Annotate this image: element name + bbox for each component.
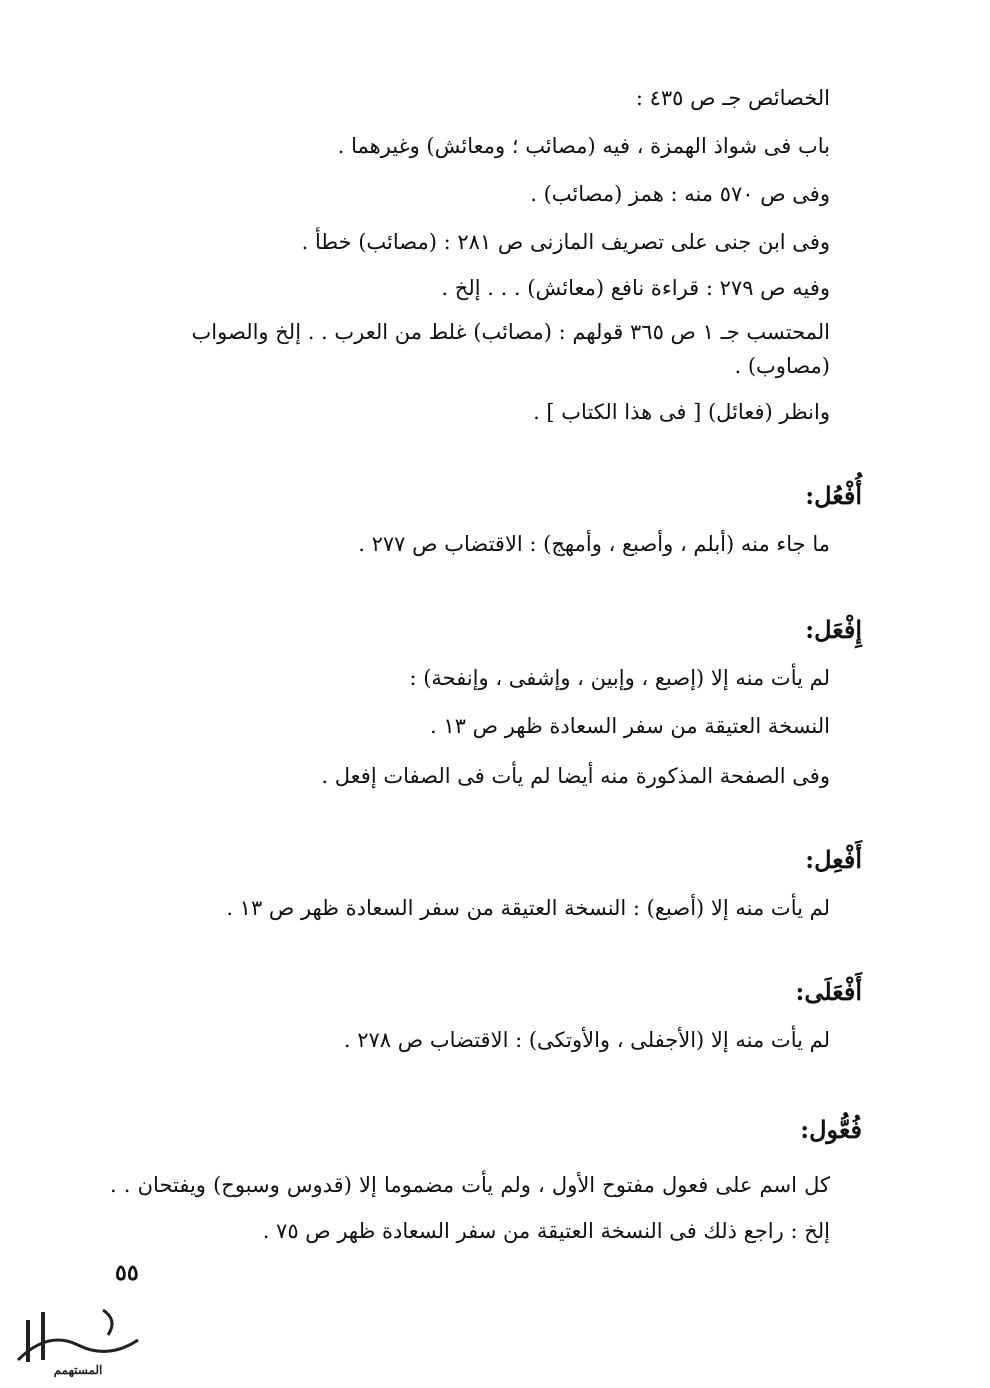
text-line: النسخة العتيقة من سفر السعادة ظهر ص ١٣ . xyxy=(430,714,830,738)
text-line: وانظر (فعائل) [ فى هذا الكتاب ] . xyxy=(533,400,830,424)
text-line: وفى ابن جنى على تصريف المازنى ص ٢٨١ : (مصائب) خطأ . xyxy=(301,230,830,254)
section-heading: فُعُّول: xyxy=(800,1115,862,1144)
text-line: وفيه ص ٢٧٩ : قراءة نافع (معائش) . . . إلخ . xyxy=(441,276,830,300)
logo-icon xyxy=(8,1290,148,1380)
text-line: لم يأت منه إلا (أصبع) : النسخة العتيقة من سفر السعادة ظهر ص ١٣ . xyxy=(226,896,830,920)
text-line: (مصاوب) . xyxy=(734,354,830,378)
section-heading: أَفْعَلَى: xyxy=(795,977,862,1006)
text-line: وفى ص ٥٧٠ منه : همز (مصائب) . xyxy=(530,182,830,206)
text-line: ما جاء منه (أبلم ، وأصبع ، وأمهج) : الاقتضاب ص ٢٧٧ . xyxy=(358,532,830,556)
text-paragraph: كل اسم على فعول مفتوح الأول ، ولم يأت مضموما إلا (قدوس وسبوح) ويفتحان . . إلخ : راجع ذلك فى النسخة العتيقة من سفر السعادة ظهر ص ٧٥ . xyxy=(110,1173,830,1243)
text-line: لم يأت منه إلا (الأجفلى ، والأوتكى) : الاقتضاب ص ٢٧٨ . xyxy=(343,1028,830,1052)
text-line: وفى الصفحة المذكورة منه أيضا لم يأت فى الصفات إفعل . xyxy=(321,764,830,788)
logo-text: المستهمم xyxy=(53,1363,103,1377)
text-line: باب فى شواذ الهمزة ، فيه (مصائب ؛ ومعائش) وغيرهما . xyxy=(337,134,830,158)
section-heading: أُفْعُل: xyxy=(805,481,862,510)
page-number: ٥٥ xyxy=(115,1260,139,1286)
section-heading: أَفْعِل: xyxy=(805,845,862,874)
text-line: الخصائص جـ ص ٤٣٥ : xyxy=(635,86,830,110)
text-line: المحتسب جـ ١ ص ٣٦٥ قولهم : (مصائب) غلط من العرب . . إلخ والصواب xyxy=(191,320,830,344)
text-line: لم يأت منه إلا (إصبع ، وإبين ، وإشفى ، وإنفحة) : xyxy=(409,666,830,690)
section-heading: إِفْعَل: xyxy=(805,615,862,644)
publisher-logo xyxy=(8,1290,148,1380)
